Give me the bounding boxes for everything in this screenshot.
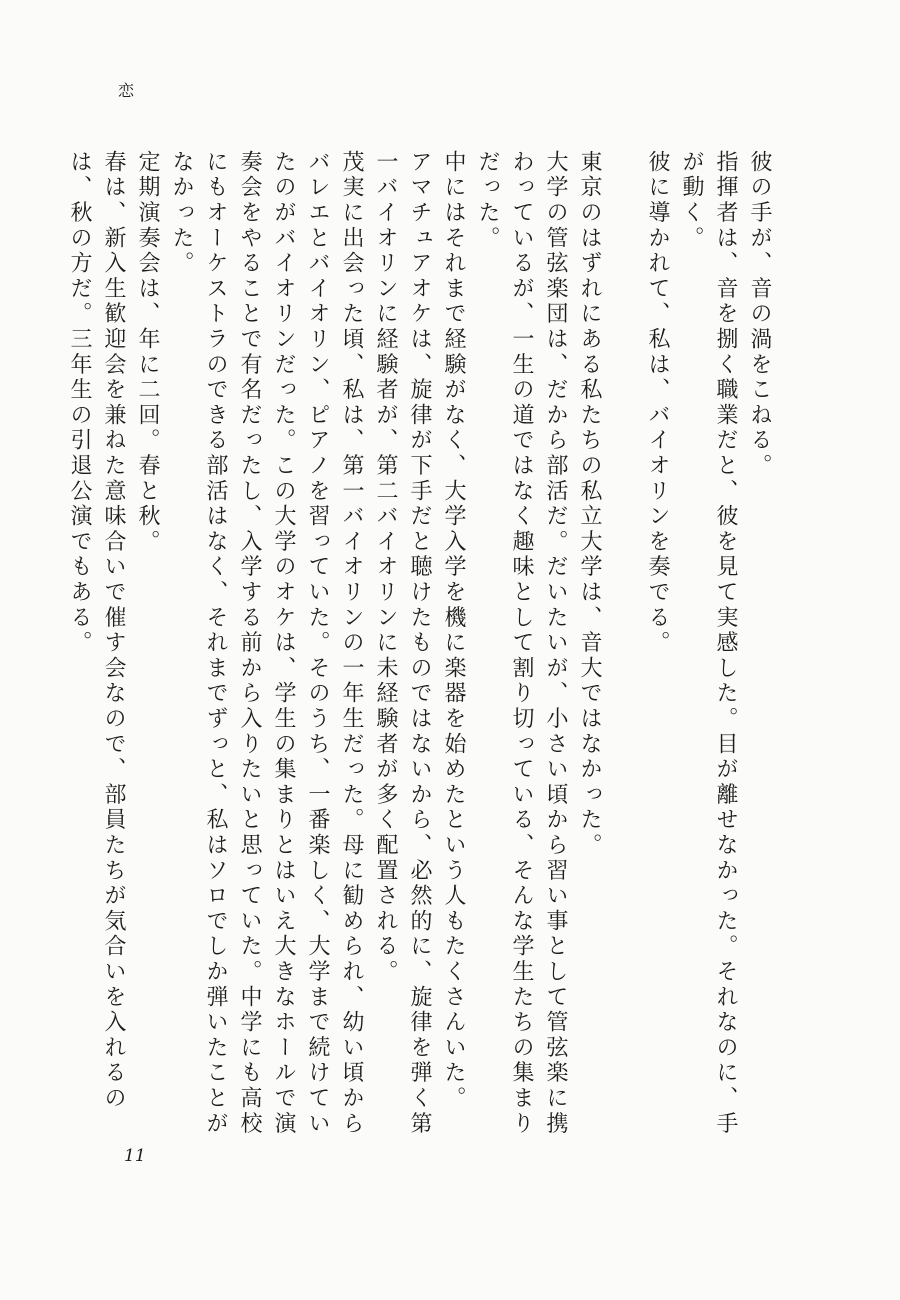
paragraph: 彼の手が、音の渦をこねる。: [747, 150, 772, 479]
paragraph: 東京のはずれにある私たちの私立大学は、音大ではなかった。: [577, 150, 602, 859]
paragraph: 大学の管弦楽団は、だから部活だ。だいたいが、小さい頃から習い事として管弦楽に携わっているが、一生の道ではなく趣味として割り切っている、そんな学生たちの集まりだった。: [475, 150, 568, 1137]
running-head: 恋: [118, 81, 136, 100]
paragraph: 彼に導かれて、私は、バイオリンを奏でる。: [645, 150, 670, 656]
paragraph: アマチュアオケは、旋律が下手だと聴けたものではないから、必然的に、旋律を弾く第一バイオリンに経験者が、第二バイオリンに未経験者が多く配置される。: [373, 150, 432, 1137]
paragraph: 定期演奏会は、年に二回。春と秋。: [135, 150, 160, 555]
paragraph: 春は、新入生歓迎会を兼ねた意味合いで催す会なので、部員たちが気合いを入れるのは、秋の方だ。三年生の引退公演でもある。: [67, 150, 126, 1112]
page-number: 11: [124, 1146, 146, 1166]
paragraph-blank: [606, 150, 640, 1140]
paragraph: 中にはそれまで経験がなく、大学入学を機に楽器を始めたという人もたくさんいた。: [441, 150, 466, 1112]
body-text: [67, 150, 776, 1140]
paragraph: 茂実に出会った頃、私は、第一バイオリンの一年生だった。母に勧められ、幼い頃からバレエとバイオリン、ピアノを習っていた。そのうち、一番楽しく、大学まで続けていたのがバイオリンだった。この大学のオケは、学生の集まりとはいえ大きなホールで演奏会をやることで有名だったし、入学する前から入りたいと思っていた。中学にも高校にもオーケストラのできる部活はなく、それまでずっと、私はソロでしか弾いたことがなかった。: [169, 150, 364, 1137]
paragraph: 指揮者は、音を捌く職業だと、彼を見て実感した。目が離せなかった。それなのに、手が動く。: [679, 150, 738, 1137]
